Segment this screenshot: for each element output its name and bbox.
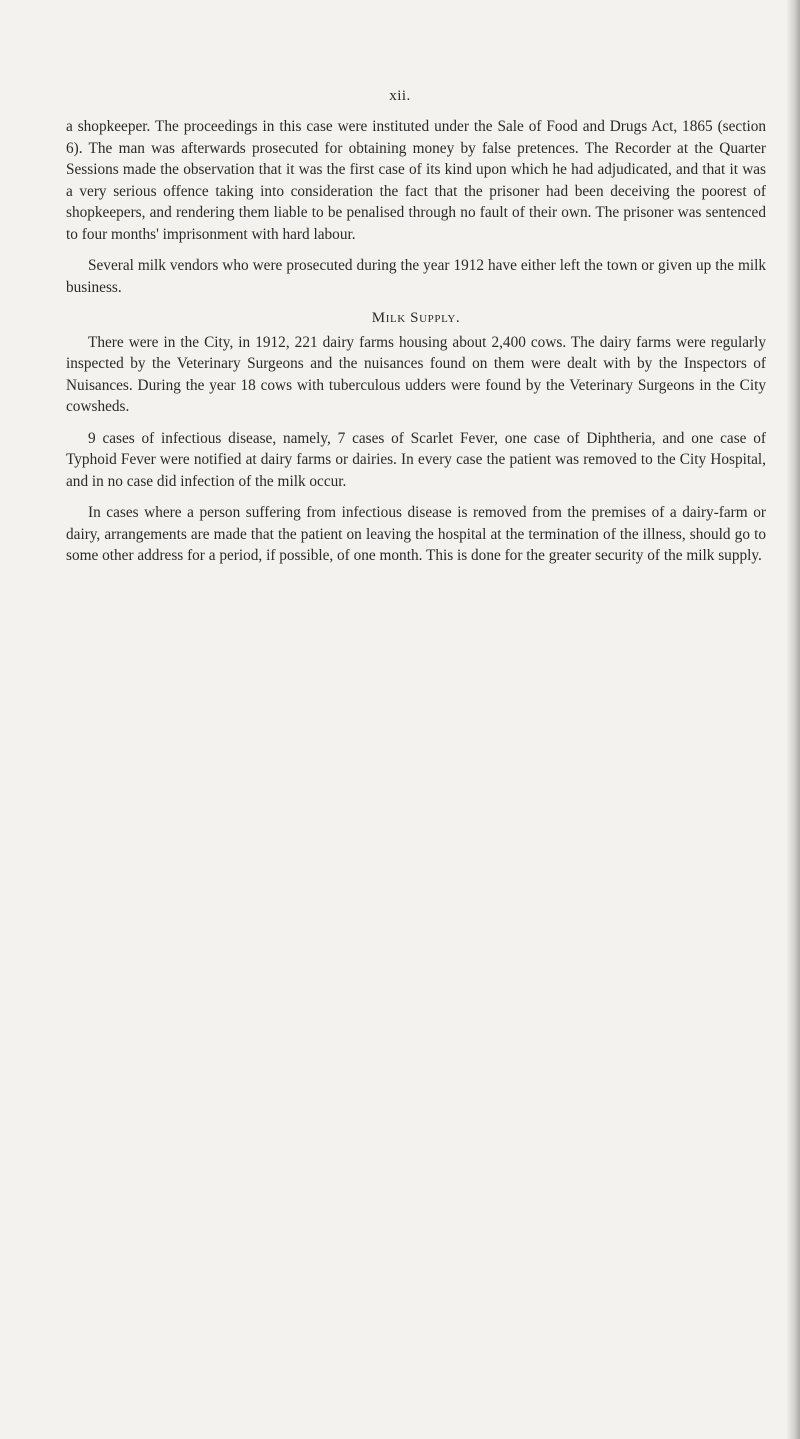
paragraph-dairy-farms: There were in the City, in 1912, 221 dairy farms housing about 2,400 cows. The dairy farms were regularly inspected by the Veterinary Surgeons and the nuisances found on them were dealt with by the Inspectors of Nuisances. During the year 18 cows with tuberculous udders were found by the Veterinary Surgeons in the City cowsheds. bbox=[66, 333, 766, 415]
paragraph-infectious-cases: 9 cases of infectious disease, namely, 7 cases of Scarlet Fever, one case of Diphtheria, and one case of Typhoid Fever were notified at dairy farms or dairies. In every case the patient was removed to the City Hospital, and in no case did infection of the milk occur. bbox=[66, 429, 766, 490]
page-number: xii. bbox=[389, 88, 411, 104]
paragraph-milk-vendors: Several milk vendors who were prosecuted during the year 1912 have either left the town or given up the milk business. bbox=[66, 257, 766, 296]
body-text bbox=[66, 116, 766, 577]
paragraph-arrangements: In cases where a person suffering from infectious disease is removed from the premises of a dairy-farm or dairy, arrangements are made that the patient on leaving the hospital at the termination of the illness, should go to some other address for a period, if possible, of one month. This is done for the greater security of the milk supply. bbox=[66, 504, 766, 564]
section-heading-milk-supply: Milk Supply. bbox=[371, 310, 461, 326]
paragraph-prosecution: a shopkeeper. The proceedings in this case were instituted under the Sale of Food and Drugs Act, 1865 (section 6). The man was afterwards prosecuted for obtaining money by false pretences. The Recorder at the Quarter Sessions made the observation that it was the first case of its kind upon which he had adjudicated, and that it was a very serious offence taking into consideration the fact that the prisoner had been deceiving the poorest of shopkeepers, and rendering them liable to be penalised through no fault of their own. The prisoner was sentenced to four months' imprisonment with hard labour. bbox=[66, 118, 766, 243]
page-edge-shadow bbox=[786, 0, 800, 1439]
